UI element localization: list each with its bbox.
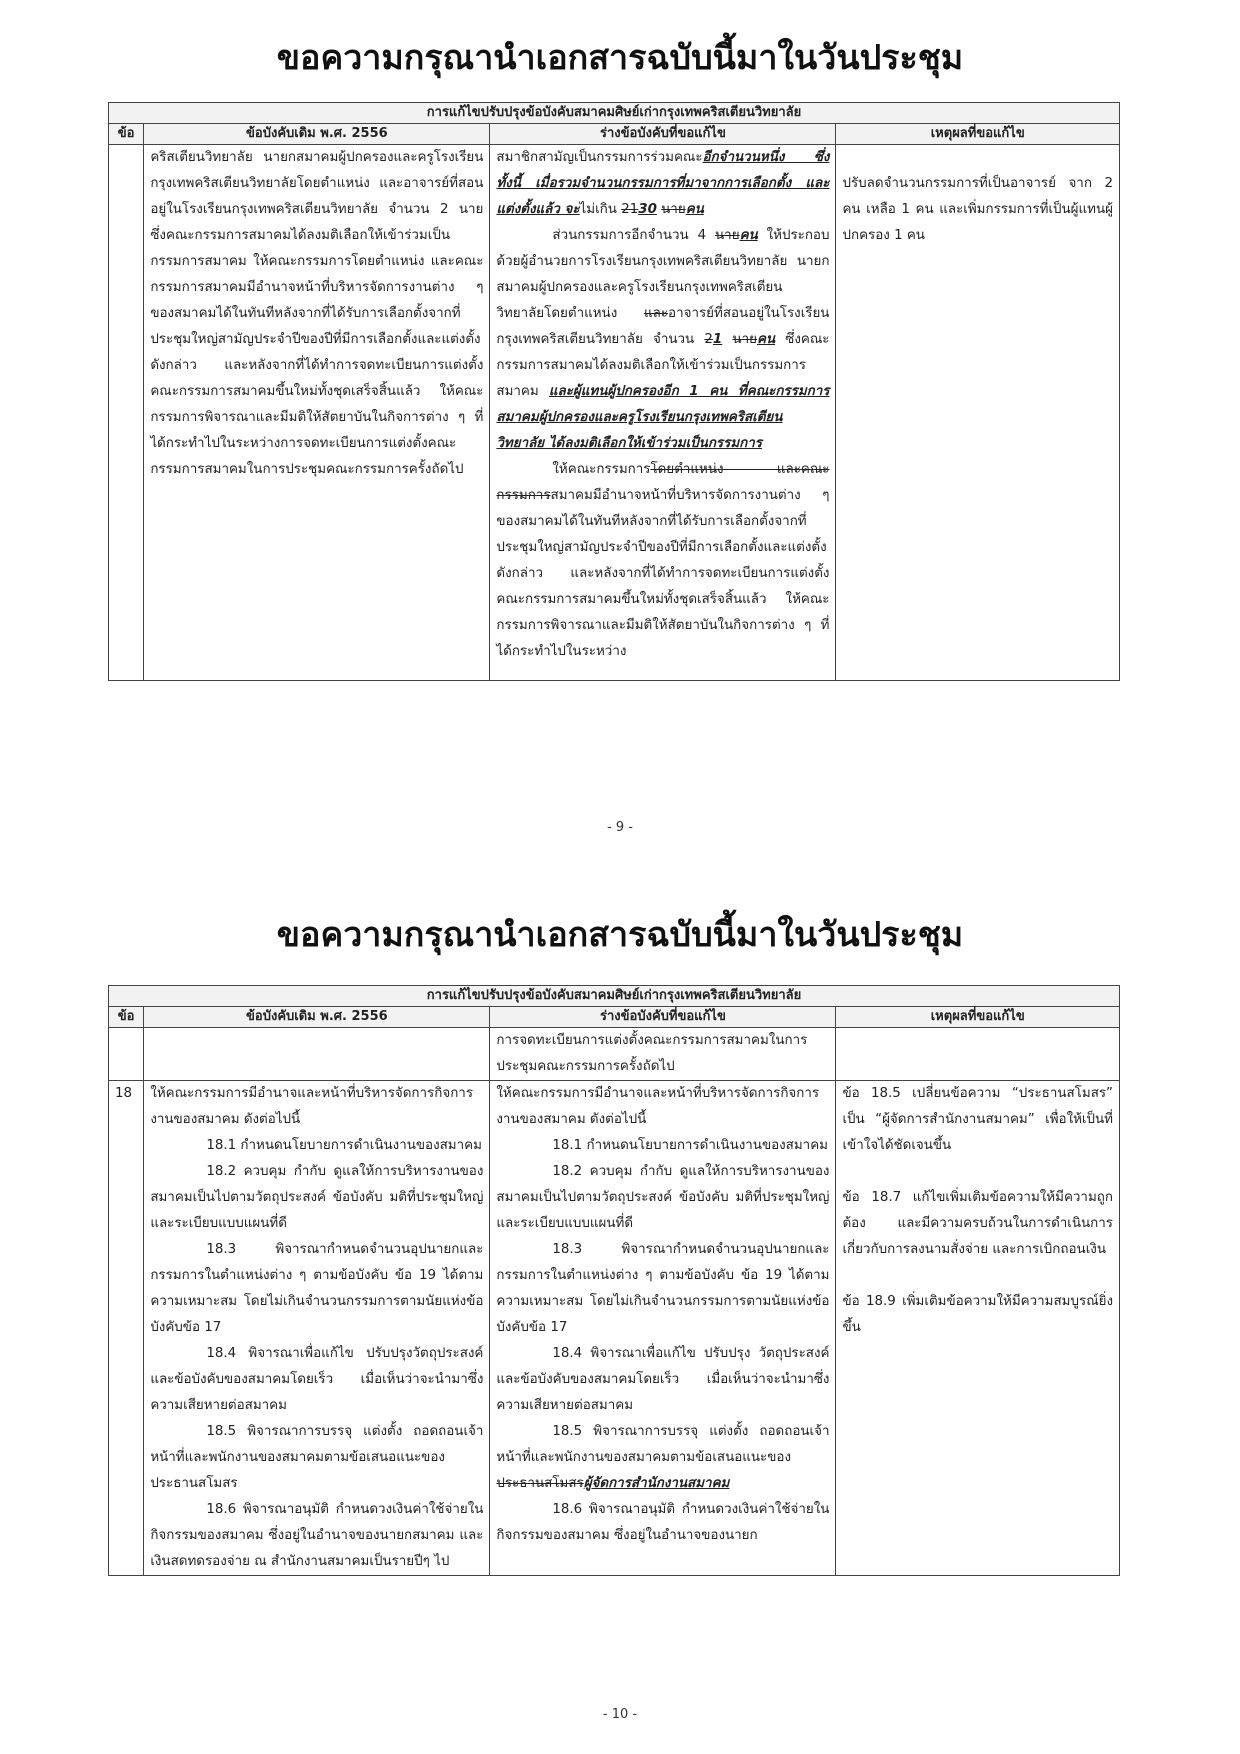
deleted-text: 21 bbox=[621, 202, 639, 217]
deleted-text: และ bbox=[644, 306, 669, 321]
text: ส่วนกรรมการอีกจำนวน 4 bbox=[552, 228, 716, 243]
text: ให้ประกอบด้วยผู้อำนวยการโรงเรียนกรุงเทพคริสเตียนวิทยาลัย นายกสมาคมผู้ปกครองและครูโรงเรียนกรุงเทพคริสเตียนวิทยาลัยโดยตำแหน่ง bbox=[496, 228, 830, 321]
clause-item: 18.3 พิจารณากำหนดจำนวนอุปนายกและกรรมการในตำแหน่งต่าง ๆ ตามข้อบังคับ ข้อ 19 ได้ตามความเหมาะสม โดยไม่เกินจำนวนกรรมการตามนัยแห่งข้อบังคับข้อ 17 bbox=[496, 1242, 830, 1335]
deleted-text: นาย bbox=[715, 228, 740, 243]
new-draft-cell bbox=[490, 1081, 836, 1576]
text: ให้คณะกรรมการ bbox=[552, 462, 651, 477]
deleted-text: โดยตำแหน่ง และคณะกรรมการ bbox=[496, 462, 830, 503]
clause-item: 18.5 พิจารณาการบรรจุ แต่งตั้ง ถอดถอนเจ้าหน้าที่และพนักงานของสมาคมตามข้อเสนอแนะของประธานสโมสร bbox=[150, 1424, 484, 1491]
text: ไม่เกิน bbox=[579, 202, 622, 217]
old-regulation-cell bbox=[144, 1081, 490, 1576]
row-number bbox=[109, 145, 144, 681]
inserted-text: คน bbox=[756, 332, 776, 347]
old-regulation-text: คริสเตียนวิทยาลัย นายกสมาคมผู้ปกครองและครูโรงเรียนกรุงเทพคริสเตียนวิทยาลัยโดยตำแหน่ง และอาจารย์ที่สอนอยู่ในโรงเรียนกรุงเทพคริสเตียนวิทยาลัย จำนวน 2 นาย ซึ่งคณะกรรมการสมาคมได้ลงมติเลือกให้เข้าร่วมเป็นกรรมการสมาคม ให้คณะกรรมการโดยตำแหน่ง และคณะกรรมการสมาคมมีอำนาจหน้าที่บริหารจัดการงานต่าง ๆ ของสมาคมได้ในทันทีหลังจากที่ได้รับการเลือกตั้งจากที่ประชุมใหญ่สามัญประจำปีของปีที่มีการเลือกตั้งและแต่งตั้งดังกล่าว และหลังจากที่ได้ทำการจดทะเบียนการแต่งตั้งคณะกรรมการสมาคมขึ้นใหม่ทั้งชุดเสร็จสิ้นแล้ว ให้คณะกรรมการพิจารณาและมีมติให้สัตยาบันในกิจการต่าง ๆ ที่ได้กระทำไปในระหว่างการจดทะเบียนการแต่งตั้งคณะกรรมการสมาคมในการประชุมคณะกรรมการครั้งถัดไป bbox=[150, 150, 488, 477]
table-title: การแก้ไขปรับปรุงข้อบังคับสมาคมศิษย์เก่ากรุงเทพคริสเตียนวิทยาลัย bbox=[109, 986, 1120, 1007]
draft-paragraph-1 bbox=[496, 145, 829, 223]
text: สมาชิกสามัญเป็นกรรมการร่วมคณะ bbox=[496, 150, 703, 165]
table-row bbox=[109, 145, 1120, 681]
column-header-old: ข้อบังคับเดิม พ.ศ. 2556 bbox=[144, 124, 490, 145]
page-number: - 9 - bbox=[607, 820, 633, 835]
clause-item: 18.6 พิจารณาอนุมัติ กำหนดวงเงินค่าใช้จ่ายในกิจกรรมของสมาคม ซึ่งอยู่ในอำนาจของนายกสมาคม และเงินสดทดรองจ่าย ณ สำนักงานสมาคมเป็นรายปีๆ ไป bbox=[150, 1502, 484, 1569]
inserted-text: 1 bbox=[712, 332, 723, 347]
inserted-text: คน bbox=[739, 228, 758, 243]
inserted-text: ผู้จัดการสำนักงานสมาคม bbox=[583, 1476, 730, 1491]
inserted-text: และผู้แทนผู้ปกครองอีก 1 คน ที่คณะกรรมการสมาคมผู้ปกครองและครูโรงเรียนกรุงเทพคริสเตียนวิทยาลัย ได้ลงมติเลือกให้เข้าร่วมเป็นกรรมการ bbox=[496, 384, 830, 451]
clause-item: 18.2 ควบคุม กำกับ ดูแลให้การบริหารงานของสมาคมเป็นไปตามวัตถุประสงค์ ข้อบังคับ มติที่ประชุมใหญ่ และระเบียบแบบแผนที่ดี bbox=[496, 1164, 830, 1231]
clause-item: 18.1 กำหนดนโยบายการดำเนินงานของสมาคม bbox=[206, 1138, 482, 1153]
reminder-banner: ขอความกรุณานำเอกสารฉบับนี้มาในวันประชุม bbox=[276, 38, 964, 78]
reason-text: ปรับลดจำนวนกรรมการที่เป็นอาจารย์ จาก 2 คน เหลือ 1 คน และเพิ่มกรรมการที่เป็นผู้แทนผู้ปกครอง 1 คน bbox=[842, 176, 1113, 243]
table-row bbox=[109, 1028, 1120, 1081]
reason-cell bbox=[836, 1081, 1120, 1576]
amendment-table bbox=[108, 985, 1120, 1576]
new-draft-cell: การจดทะเบียนการแต่งตั้งคณะกรรมการสมาคมในการประชุมคณะกรรมการครั้งถัดไป bbox=[490, 1028, 836, 1081]
reason-item: ข้อ 18.9 เพิ่มเติมข้อความให้มีความสมบูรณ์ยิ่งขึ้น bbox=[842, 1294, 1113, 1335]
deleted-text: 2 bbox=[704, 332, 713, 347]
table-title: การแก้ไขปรับปรุงข้อบังคับสมาคมศิษย์เก่ากรุงเทพคริสเตียนวิทยาลัย bbox=[109, 103, 1120, 124]
column-header-old: ข้อบังคับเดิม พ.ศ. 2556 bbox=[144, 1007, 490, 1028]
text bbox=[722, 332, 732, 347]
column-header-reason: เหตุผลที่ขอแก้ไข bbox=[836, 1007, 1120, 1028]
column-header-reason: เหตุผลที่ขอแก้ไข bbox=[836, 124, 1120, 145]
deleted-text: นาย bbox=[732, 332, 757, 347]
clause-item: 18.1 กำหนดนโยบายการดำเนินงานของสมาคม bbox=[552, 1138, 828, 1153]
inserted-text: 30 bbox=[638, 202, 657, 217]
text: ซึ่งคณะกรรมการสมาคมได้ลงมติเลือกให้เข้าร่วมเป็นกรรมการสมาคม bbox=[496, 332, 830, 399]
row-number: 18 bbox=[109, 1081, 144, 1576]
new-draft-cell bbox=[490, 145, 836, 681]
clause-item: 18.2 ควบคุม กำกับ ดูแลให้การบริหารงานของสมาคมเป็นไปตามวัตถุประสงค์ ข้อบังคับ มติที่ประชุมใหญ่ และระเบียบแบบแผนที่ดี bbox=[150, 1164, 484, 1231]
reason-item: ข้อ 18.7 แก้ไขเพิ่มเติมข้อความให้มีความถูกต้อง และมีความครบถ้วนในการดำเนินการเกี่ยวกับการลงนามสั่งจ่าย และการเบิกถอนเงิน bbox=[842, 1190, 1113, 1257]
reason-cell bbox=[836, 1028, 1120, 1081]
old-regulation-cell bbox=[144, 145, 490, 681]
inserted-text: อีกจำนวนหนึ่ง ซึ่ง ทั้งนี้ เมื่อรวมจำนวนกรรมการที่มาจากการเลือกตั้ง และแต่งตั้งแล้ว จะ bbox=[496, 150, 830, 217]
inserted-text: คน bbox=[685, 202, 704, 217]
column-header-new: ร่างข้อบังคับที่ขอแก้ไข bbox=[490, 124, 836, 145]
clause-item-amended bbox=[496, 1419, 829, 1497]
column-header-no: ข้อ bbox=[109, 1007, 144, 1028]
text: อาจารย์ที่สอนอยู่ในโรงเรียนกรุงเทพคริสเตียนวิทยาลัย จำนวน bbox=[496, 306, 830, 347]
old-regulation-cell bbox=[144, 1028, 490, 1081]
clause-item: 18.3 พิจารณากำหนดจำนวนอุปนายกและกรรมการในตำแหน่งต่าง ๆ ตามข้อบังคับ ข้อ 19 ได้ตามความเหมาะสม โดยไม่เกินจำนวนกรรมการตามนัยแห่งข้อบังคับข้อ 17 bbox=[150, 1242, 484, 1335]
deleted-text: ประธานสโมสร bbox=[496, 1476, 584, 1491]
clause-item: 18.6 พิจารณาอนุมัติ กำหนดวงเงินค่าใช้จ่ายในกิจกรรมของสมาคม ซึ่งอยู่ในอำนาจของนายก bbox=[496, 1502, 830, 1543]
clause-item: 18.4 พิจารณาเพื่อแก้ไข ปรับปรุง วัตถุประสงค์และข้อบังคับของสมาคมโดยเร็ว เมื่อเห็นว่าจะนำมาซึ่งความเสียหายต่อสมาคม bbox=[496, 1346, 830, 1413]
column-header-new: ร่างข้อบังคับที่ขอแก้ไข bbox=[490, 1007, 836, 1028]
amendment-table bbox=[108, 102, 1120, 681]
text: 18.5 พิจารณาการบรรจุ แต่งตั้ง ถอดถอนเจ้าหน้าที่และพนักงานของสมาคมตามข้อเสนอแนะของ bbox=[496, 1424, 830, 1465]
reason-item: ข้อ 18.5 เปลี่ยนข้อความ “ประธานสโมสร” เป็น “ผู้จัดการสำนักงานสมาคม” เพื่อให้เป็นที่เข้าใจได้ชัดเจนขึ้น bbox=[842, 1086, 1113, 1153]
clause-intro: ให้คณะกรรมการมีอำนาจและหน้าที่บริหารจัดการกิจการงานของสมาคม ดังต่อไปนี้ bbox=[150, 1086, 474, 1127]
table-row bbox=[109, 1081, 1120, 1576]
clause-item: 18.4 พิจารณาเพื่อแก้ไข ปรับปรุงวัตถุประสงค์และข้อบังคับของสมาคมโดยเร็ว เมื่อเห็นว่าจะนำมาซึ่งความเสียหายต่อสมาคม bbox=[150, 1346, 484, 1413]
clause-intro: ให้คณะกรรมการมีอำนาจและหน้าที่บริหารจัดการกิจการงานของสมาคม ดังต่อไปนี้ bbox=[496, 1086, 820, 1127]
row-number bbox=[109, 1028, 144, 1081]
draft-paragraph-3 bbox=[496, 457, 829, 665]
deleted-text: นาย bbox=[661, 202, 686, 217]
reason-cell bbox=[836, 145, 1120, 681]
page-number: - 10 - bbox=[602, 1707, 638, 1722]
reminder-banner: ขอความกรุณานำเอกสารฉบับนี้มาในวันประชุม bbox=[276, 915, 964, 955]
page-10 bbox=[0, 877, 1240, 1754]
draft-paragraph-2 bbox=[496, 223, 829, 457]
text: สมาคมมีอำนาจหน้าที่บริหารจัดการงานต่าง ๆ ของสมาคมได้ในทันทีหลังจากที่ได้รับการเลือกตั้งจากที่ประชุมใหญ่สามัญประจำปีของปีที่มีการเลือกตั้งและแต่งตั้งดังกล่าว และหลังจากที่ได้ทำการจดทะเบียนการแต่งตั้งคณะกรรมการสมาคมขึ้นใหม่ทั้งชุดเสร็จสิ้นแล้ว ให้คณะกรรมการพิจารณาและมีมติให้สัตยาบันในกิจการต่าง ๆ ที่ได้กระทำไปในระหว่าง bbox=[496, 488, 830, 659]
column-header-no: ข้อ bbox=[109, 124, 144, 145]
